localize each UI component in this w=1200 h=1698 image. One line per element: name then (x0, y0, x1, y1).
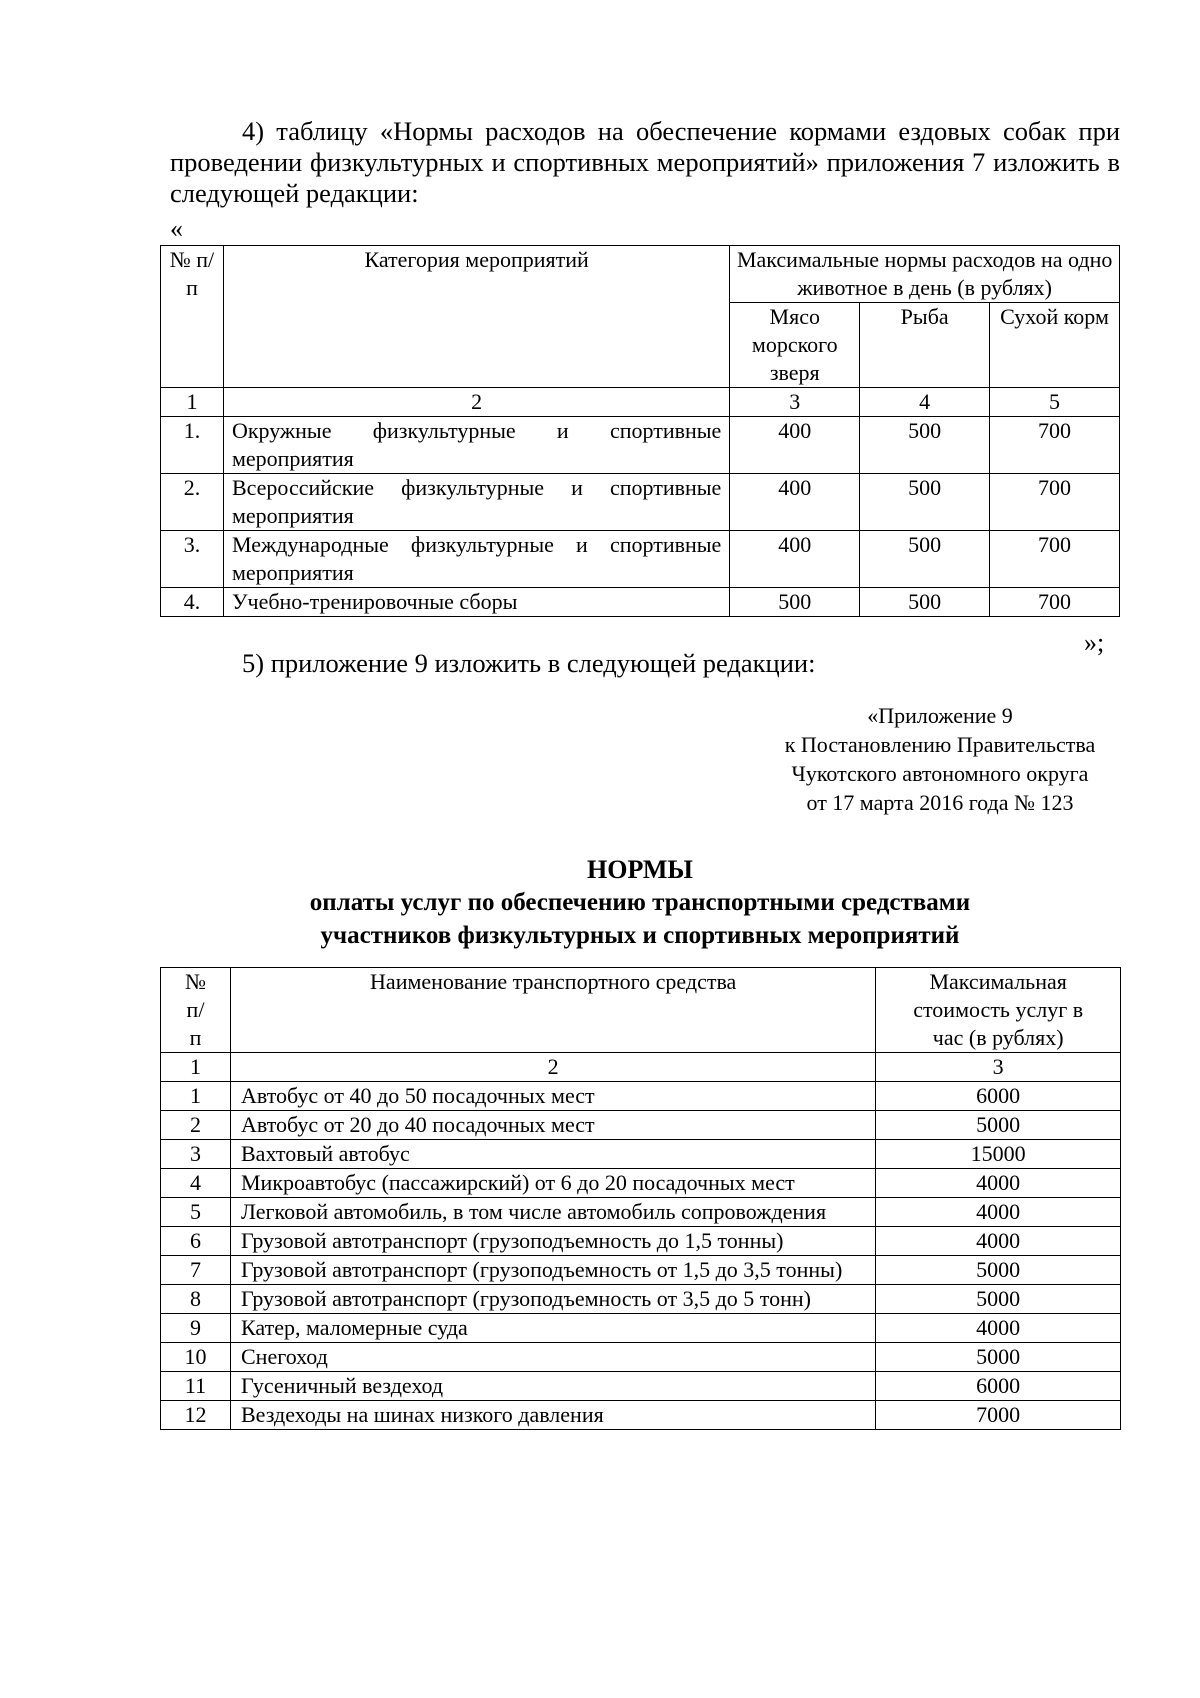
row-name: Грузовой автотранспорт (грузоподъемность до 1,5 тонны) (231, 1227, 876, 1256)
quote-close: »; (1084, 628, 1105, 657)
table-index-row (161, 388, 1120, 417)
row-dry: 700 (990, 588, 1120, 617)
row-name: Автобус от 20 до 40 посадочных мест (231, 1111, 876, 1140)
row-num: 9 (161, 1314, 231, 1343)
row-meat: 400 (730, 417, 860, 474)
index-cell: 1 (161, 388, 224, 417)
appendix-reference (740, 701, 1140, 817)
index-cell: 5 (990, 388, 1120, 417)
table-row (161, 417, 1120, 474)
table-row (161, 1314, 1121, 1343)
intro-paragraph (170, 116, 1120, 209)
table-row (161, 1198, 1121, 1227)
header-dry: Сухой корм (990, 303, 1120, 388)
row-meat: 400 (730, 474, 860, 531)
header-num: № п/п (161, 968, 231, 1053)
transport-norms-table (160, 967, 1121, 1430)
norms-heading (160, 853, 1120, 952)
row-num: 4 (161, 1169, 231, 1198)
row-fish: 500 (860, 531, 990, 588)
heading-line: оплаты услуг по обеспечению транспортными средствами (309, 889, 971, 916)
table-header-row (161, 968, 1121, 1053)
row-category: Всероссийские физкультурные и спортивные мероприятия (223, 474, 729, 531)
quote-open: « (170, 214, 183, 243)
table-header-row (161, 246, 1120, 303)
header-name: Наименование транспортного средства (231, 968, 876, 1053)
row-cost: 7000 (876, 1401, 1121, 1430)
row-category: Учебно-тренировочные сборы (223, 588, 729, 617)
row-name: Гусеничный вездеход (231, 1372, 876, 1401)
row-dry: 700 (990, 474, 1120, 531)
row-cost: 4000 (876, 1169, 1121, 1198)
row-num: 2. (161, 474, 224, 531)
index-cell: 2 (231, 1053, 876, 1082)
row-num: 3 (161, 1140, 231, 1169)
row-num: 7 (161, 1256, 231, 1285)
header-fish: Рыба (860, 303, 990, 388)
header-max-norms: Максимальные нормы расходов на одно животное в день (в рублях) (730, 246, 1120, 303)
row-meat: 500 (730, 588, 860, 617)
table-row (161, 1256, 1121, 1285)
table-row (161, 1227, 1121, 1256)
row-name: Катер, маломерные суда (231, 1314, 876, 1343)
row-cost: 4000 (876, 1198, 1121, 1227)
table-row (161, 1285, 1121, 1314)
row-num: 3. (161, 531, 224, 588)
heading-title: НОРМЫ (587, 855, 693, 884)
header-meat: Мясо морского зверя (730, 303, 860, 388)
index-cell: 2 (223, 388, 729, 417)
row-cost: 4000 (876, 1227, 1121, 1256)
index-cell: 3 (730, 388, 860, 417)
header-cost: Максимальная стоимость услуг в час (в рублях) (876, 968, 1121, 1053)
heading-line: участников физкультурных и спортивных мероприятий (320, 922, 960, 949)
table-row (161, 1111, 1121, 1140)
header-category: Категория мероприятий (223, 246, 729, 388)
table-row (161, 1140, 1121, 1169)
row-cost: 5000 (876, 1111, 1121, 1140)
table-row (161, 1082, 1121, 1111)
row-name: Легковой автомобиль, в том числе автомобиль сопровождения (231, 1198, 876, 1227)
row-name: Микроавтобус (пассажирский) от 6 до 20 посадочных мест (231, 1169, 876, 1198)
appendix-line: к Постановлению Правительства (784, 732, 1096, 757)
row-dry: 700 (990, 417, 1120, 474)
row-num: 5 (161, 1198, 231, 1227)
table-row (161, 531, 1120, 588)
row-name: Снегоход (231, 1343, 876, 1372)
row-num: 2 (161, 1111, 231, 1140)
row-category: Окружные физкультурные и спортивные мероприятия (223, 417, 729, 474)
row-name: Грузовой автотранспорт (грузоподъемность от 3,5 до 5 тонн) (231, 1285, 876, 1314)
table-row (161, 1169, 1121, 1198)
appendix-line: от 17 марта 2016 года № 123 (806, 790, 1074, 815)
row-name: Вахтовый автобус (231, 1140, 876, 1169)
header-num: № п/п (161, 246, 224, 388)
row-name: Грузовой автотранспорт (грузоподъемность от 1,5 до 3,5 тонны) (231, 1256, 876, 1285)
table-row (161, 588, 1120, 617)
row-fish: 500 (860, 474, 990, 531)
table-index-row (161, 1053, 1121, 1082)
dog-feed-norms-table (160, 245, 1120, 617)
row-num: 12 (161, 1401, 231, 1430)
row-cost: 4000 (876, 1314, 1121, 1343)
index-cell: 3 (876, 1053, 1121, 1082)
table-row (161, 474, 1120, 531)
appendix-line: «Приложение 9 (867, 703, 1013, 728)
index-cell: 1 (161, 1053, 231, 1082)
row-dry: 700 (990, 531, 1120, 588)
row-name: Вездеходы на шинах низкого давления (231, 1401, 876, 1430)
table-row (161, 1401, 1121, 1430)
item5-paragraph: 5) приложение 9 изложить в следующей редакции: (242, 648, 816, 678)
row-cost: 15000 (876, 1140, 1121, 1169)
row-num: 10 (161, 1343, 231, 1372)
row-category: Международные физкультурные и спортивные мероприятия (223, 531, 729, 588)
row-num: 11 (161, 1372, 231, 1401)
row-num: 1 (161, 1082, 231, 1111)
table-row (161, 1343, 1121, 1372)
row-cost: 5000 (876, 1256, 1121, 1285)
table-row (161, 1372, 1121, 1401)
index-cell: 4 (860, 388, 990, 417)
row-cost: 6000 (876, 1082, 1121, 1111)
row-fish: 500 (860, 588, 990, 617)
row-meat: 400 (730, 531, 860, 588)
row-cost: 6000 (876, 1372, 1121, 1401)
row-cost: 5000 (876, 1285, 1121, 1314)
row-num: 4. (161, 588, 224, 617)
row-num: 6 (161, 1227, 231, 1256)
row-fish: 500 (860, 417, 990, 474)
row-num: 1. (161, 417, 224, 474)
row-num: 8 (161, 1285, 231, 1314)
row-cost: 5000 (876, 1343, 1121, 1372)
appendix-line: Чукотского автономного округа (791, 761, 1089, 786)
intro-text: 4) таблицу «Нормы расходов на обеспечение кормами ездовых собак при проведении физкультурных и спортивных мероприятий» приложения 7 изложить в следующей редакции: (170, 116, 1120, 208)
row-name: Автобус от 40 до 50 посадочных мест (231, 1082, 876, 1111)
